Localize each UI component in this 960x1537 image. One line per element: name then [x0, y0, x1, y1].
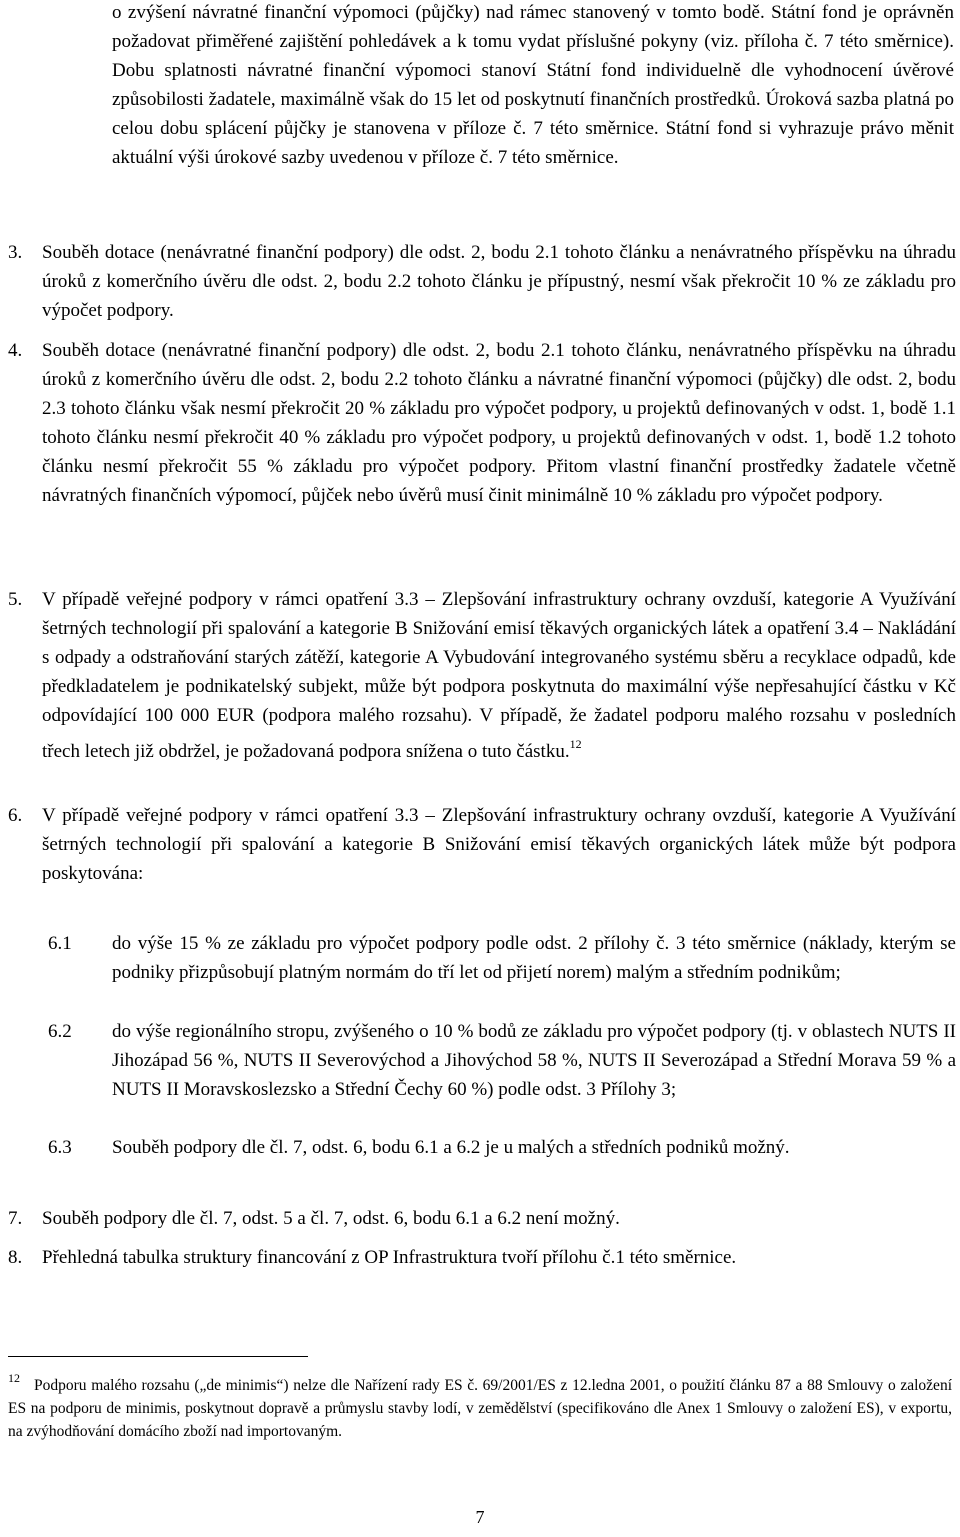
item-text-3: Souběh dotace (nenávratné finanční podpory) dle odst. 2, bodu 2.1 tohoto článku a nenávratného příspěvku na úhradu úroků z komerčního úvěru dle odst. 2, bodu 2.2 tohoto článku je přípustný, nesmí však překročit 10 % ze základu pro výpočet podpory. — [42, 242, 956, 321]
item-text-5 — [42, 585, 956, 766]
subitem-number-6-3: 6.3 — [48, 1137, 72, 1158]
subitem-text-6-1: do výše 15 % ze základu pro výpočet podpory podle odst. 2 přílohy č. 3 této směrnice (náklady, kterým se podniky přizpůsobují platným normám do tří let od přijetí norem) malým a středním podnikům; — [112, 933, 956, 983]
page-number: 7 — [475, 1507, 485, 1527]
subitem-number-6-1: 6.1 — [48, 933, 72, 954]
footnote-separator — [8, 1356, 308, 1357]
footnote-text: Podporu malého rozsahu („de minimis“) nelze dle Nařízení rady ES č. 69/2001/ES z 12.ledna 2001, o použití článku 87 a 88 Smlouvy o založení ES na podporu de minimis, poskytnout dopravě a průmyslu stavby lodí, v zemědělství (specifikováno dle Anex 1 Smlouvy o založení ES), v exportu, na zvýhodňování domácího zboží nad importovaným. — [8, 1377, 952, 1440]
subitem-text-6-2: do výše regionálního stropu, zvýšeného o 10 % bodů ze základu pro výpočet podpory (tj. v oblastech NUTS II Jihozápad 56 %, NUTS II Severovýchod a Jihovýchod 58 %, NUTS II Severozápad a Střední Morava 59 % a NUTS II Moravskoslezsko a Střední Čechy 60 %) podle odst. 3 Přílohy 3; — [112, 1021, 956, 1100]
subitem-text-6-3: Souběh podpory dle čl. 7, odst. 6, bodu 6.1 a 6.2 je u malých a středních podniků možný. — [112, 1137, 790, 1158]
item-text-5-body: V případě veřejné podpory v rámci opatření 3.3 – Zlepšování infrastruktury ochrany ovzduší, kategorie A Využívání šetrných technologií při spalování a kategorie B Snižování emisí těkavých organických látek a opatření 3.4 – Nakládání s odpady a odstraňování starých zátěží, kategorie A Vybudování integrovaného systému sběru a recyklace odpadů, kde předkladatelem je podnikatelský subjekt, může být podpora poskytnuta do maximální výše nepřesahující částku v Kč odpovídající 100 000 EUR (podpora malého rozsahu). V případě, že žadatel podporu malého rozsahu v posledních třech letech již obdržel, je požadovaná podpora snížena o tuto částku. — [42, 589, 956, 762]
item-text-6: V případě veřejné podpory v rámci opatření 3.3 – Zlepšování infrastruktury ochrany ovzduší, kategorie A Využívání šetrných technologií při spalování a kategorie B Snižování emisí těkavých organických látek může být podpora poskytována: — [42, 805, 956, 884]
item-text-8: Přehledná tabulka struktury financování z OP Infrastruktura tvoří přílohu č.1 této směrnice. — [42, 1247, 737, 1268]
item-number-5: 5. — [8, 589, 23, 610]
footnote-mark: 12 — [8, 1371, 20, 1385]
paragraph-continuation: o zvýšení návratné finanční výpomoci (půjčky) nad rámec stanovený v tomto bodě. Státní fond je oprávněn požadovat přiměřené zajištění pohledávek a k tomu vydat příslušné pokyny (viz. příloha č. 7 této směrnice). Dobu splatnosti návratné finanční výpomoci stanoví Státní fond individuelně dle vyhodnocení úvěrové způsobilosti žadatele, maximálně však do 15 let od poskytnutí finančních prostředků. Úroková sazba platná po celou dobu splácení půjčky je stanovena v příloze č. 7 této směrnice. Státní fond si vyhrazuje právo měnit aktuální výši úrokové sazby uvedenou v příloze č. 7 této směrnice. — [112, 2, 954, 168]
item-text-7: Souběh podpory dle čl. 7, odst. 5 a čl. 7, odst. 6, bodu 6.1 a 6.2 není možný. — [42, 1208, 620, 1229]
item-text-4: Souběh dotace (nenávratné finanční podpory) dle odst. 2, bodu 2.1 tohoto článku, nenávratného příspěvku na úhradu úroků z komerčního úvěru dle odst. 2, bodu 2.2 tohoto článku a návratné finanční výpomoci (půjčky) dle odst. 2, bodu 2.3 tohoto článku však nesmí překročit 20 % základu pro výpočet podpory, u projektů definovaných v odst. 1, bodě 1.1 tohoto článku nesmí překročit 40 % základu pro výpočet podpory, u projektů definovaných v odst. 1, bodě 1.2 tohoto článku nesmí překročit 55 % základu pro výpočet podpory. Přitom vlastní finanční prostředky žadatele včetně návratných finančních výpomocí, půjček nebo úvěrů musí činit minimálně 10 % základu pro výpočet podpory. — [42, 340, 956, 506]
item-number-8: 8. — [8, 1247, 23, 1268]
subitem-number-6-2: 6.2 — [48, 1021, 72, 1042]
footnote-reference: 12 — [569, 737, 582, 751]
item-number-6: 6. — [8, 805, 23, 826]
item-number-3: 3. — [8, 242, 23, 263]
item-number-4: 4. — [8, 340, 23, 361]
footnote — [8, 1367, 952, 1443]
item-number-7: 7. — [8, 1208, 23, 1229]
